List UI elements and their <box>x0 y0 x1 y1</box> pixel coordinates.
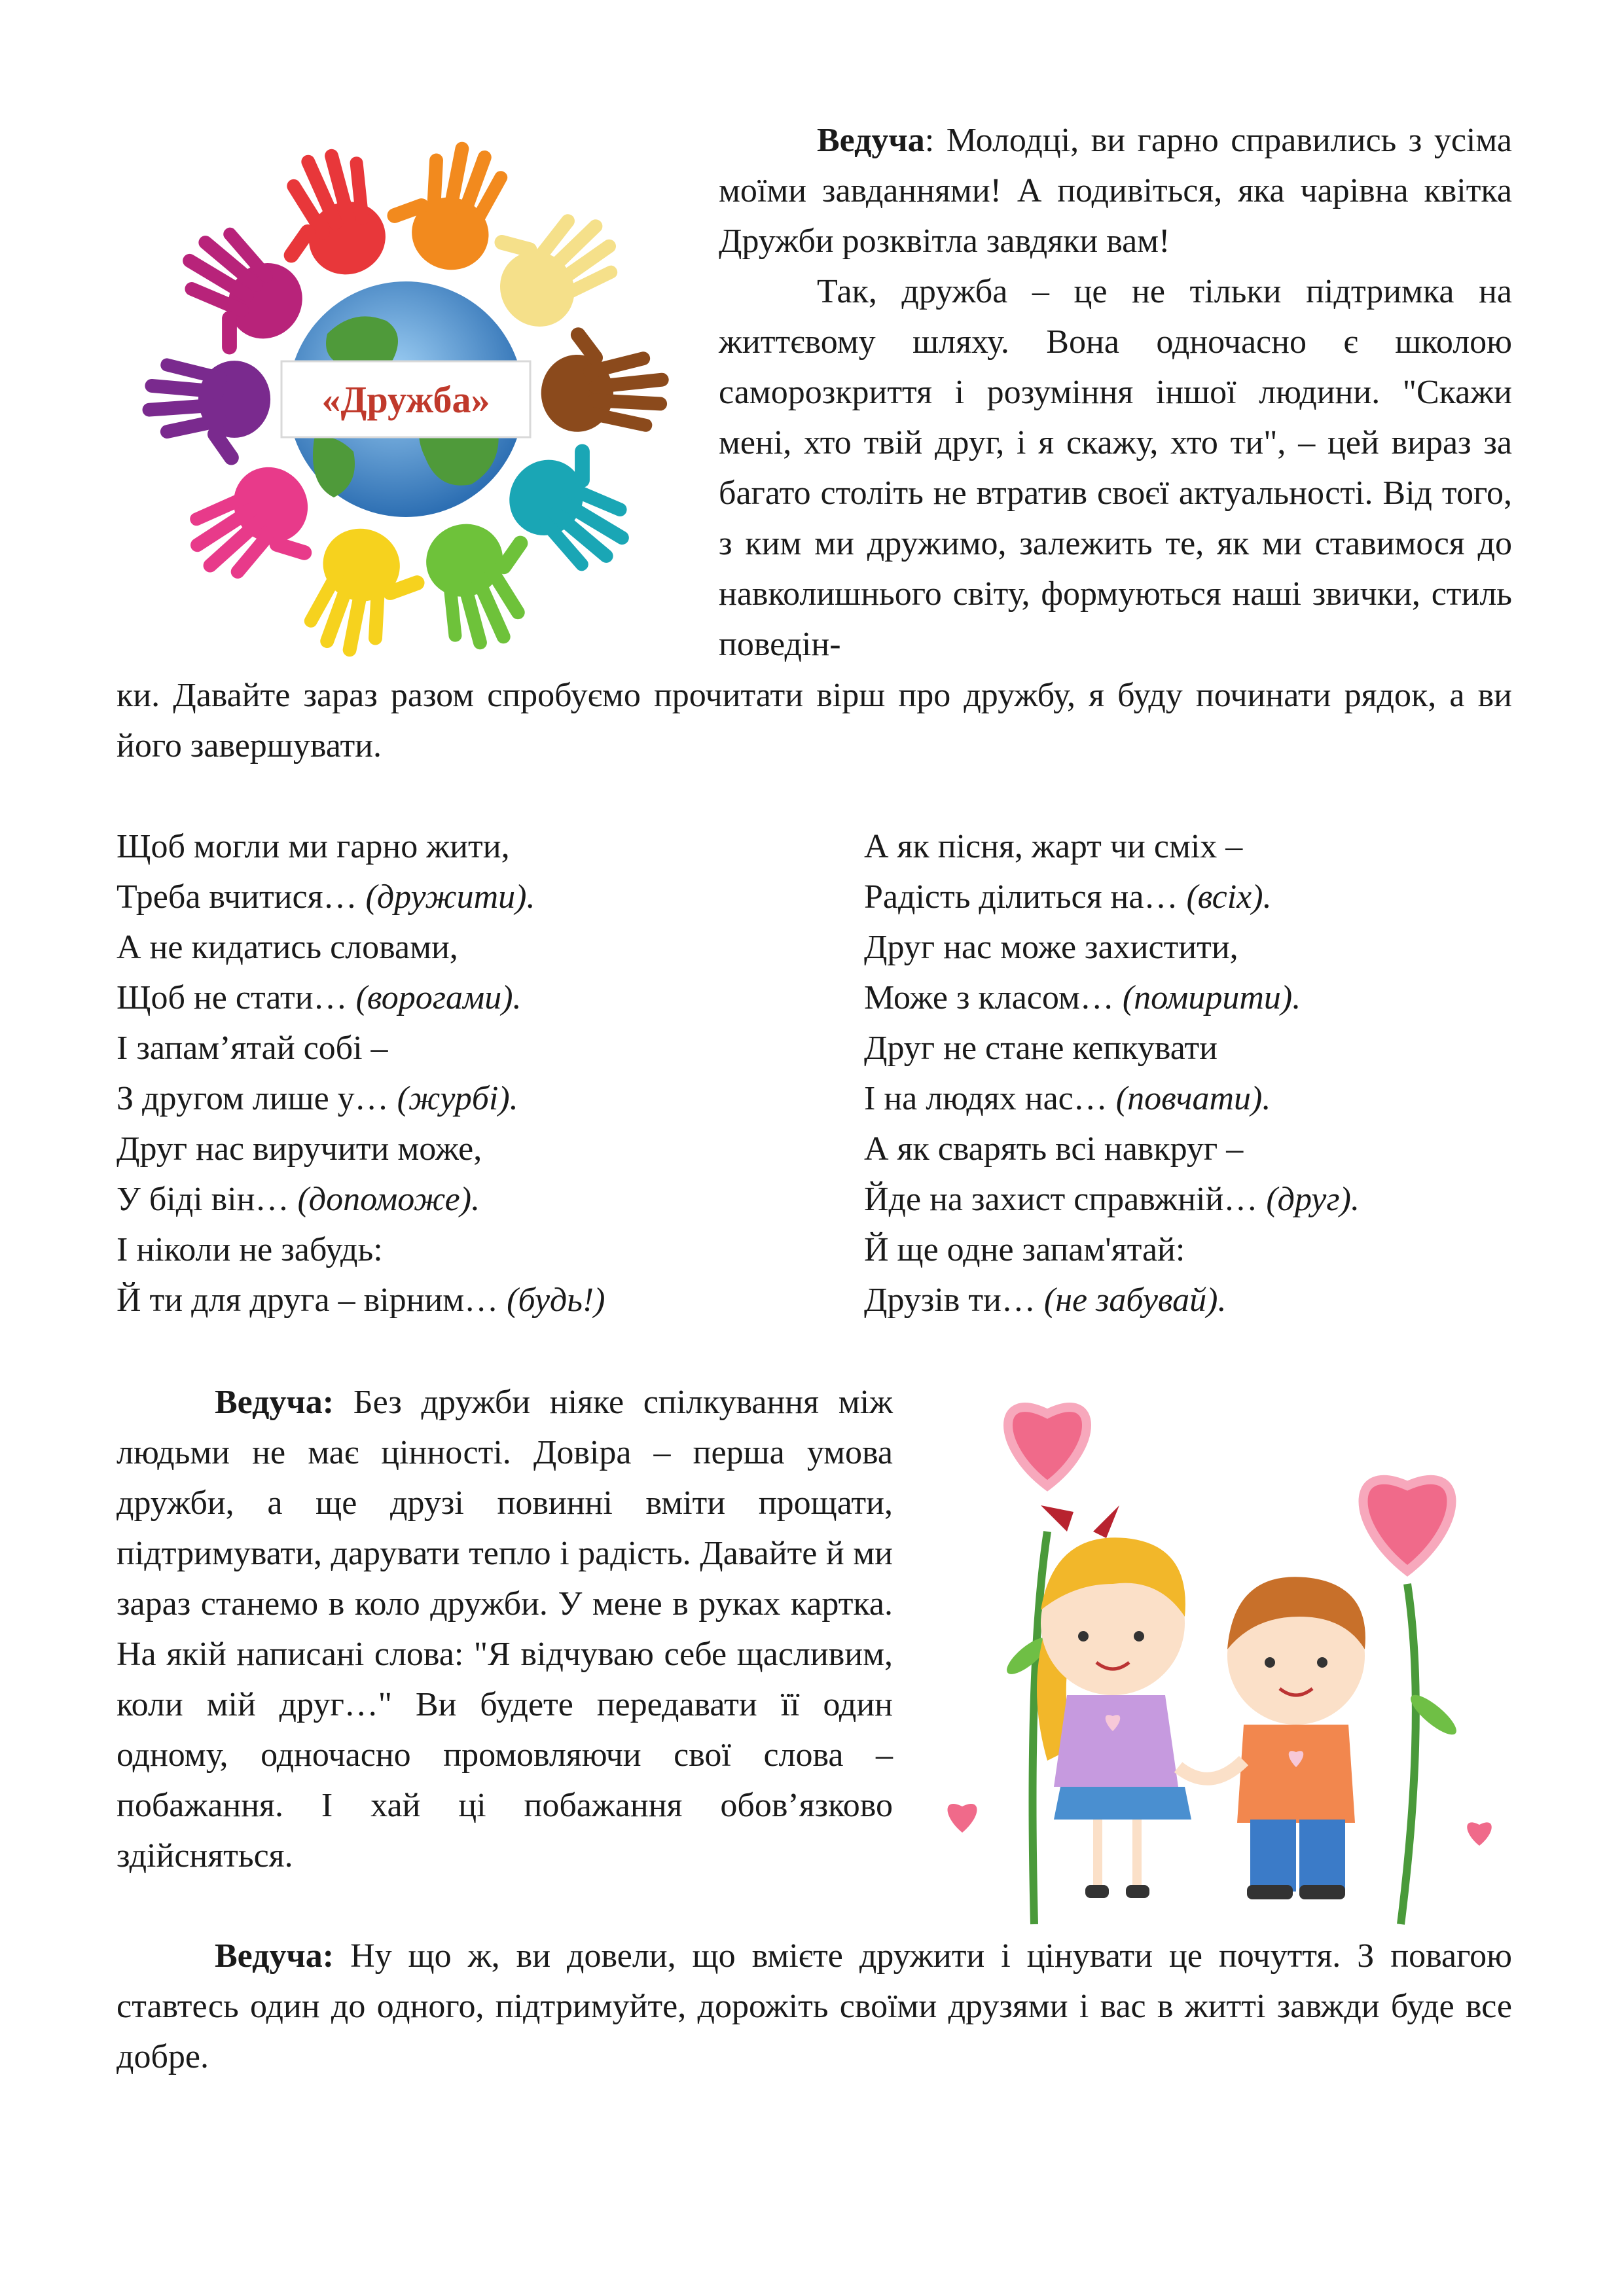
hand-brown-icon <box>539 321 671 437</box>
intro-continuation <box>117 670 1512 771</box>
poem-line: Щоб могли ми гарно жити, <box>117 828 510 865</box>
logo-label: «Дружба» <box>321 378 490 421</box>
closing-text: Ну що ж, ви довели, що вмієте дружити і цінувати це почуття. З повагою ставтесь один до одного, підтримуйте, дорожіть своїми друзями і вас в житті завжди буде все добре. <box>117 1937 1513 2075</box>
heart-flower-right-icon <box>1363 1480 1462 1924</box>
poem-line: Друг нас виручити може, <box>117 1130 482 1168</box>
poem-line: З другом лише у… (журбі). <box>117 1080 518 1117</box>
poem-line: Друг нас може захистити, <box>864 929 1238 966</box>
boy-figure-icon <box>1178 1577 1365 1899</box>
poem-line: А як сварять всі навкруг – <box>864 1130 1244 1168</box>
closing-paragraph <box>117 1931 1512 2082</box>
speaker-label: Ведуча <box>817 122 925 159</box>
kids-with-hearts-illustration <box>916 1374 1519 1937</box>
poem-line: І ніколи не забудь: <box>117 1231 383 1268</box>
speaker-label: Ведуча: <box>215 1937 334 1975</box>
intro-text-b: Так, дружба – це не тільки підтримка на життєвому шляху. Вона одночасно є школою саморозкриття і розуміння іншої людини. "Скажи мені, хто твій друг, і я скажу, хто ти", – цей вираз за багато століть не втратив своєї актуальності. Від того, з ким ми дружимо, залежить те, як ми ставимося до навколишнього світу, формуються наші звички, стиль поведін- <box>719 273 1512 663</box>
friendship-circle-paragraph <box>117 1377 893 1881</box>
hand-orange-icon <box>374 126 515 279</box>
poem-line: Треба вчитися… (дружити). <box>117 878 535 916</box>
poem-line: Друг не стане кепкувати <box>864 1030 1218 1067</box>
hand-yellow-icon <box>297 519 437 672</box>
poem-line: А не кидатись словами, <box>117 929 458 966</box>
girl-figure-icon <box>1037 1505 1191 1898</box>
hand-magenta-icon <box>151 213 319 378</box>
intro-text-a: Молодці, ви гарно справились з усіма моїми завданнями! А подивіться, яка чарівна квітка Дружби розквітла завдяки вам! <box>719 122 1512 260</box>
poem-line: У біді він… (допоможе). <box>117 1181 480 1218</box>
friendship-hands-illustration <box>118 124 694 674</box>
poem-line: Й ще одне запам'ятай: <box>864 1231 1185 1268</box>
hand-purple-icon <box>142 357 270 468</box>
poem-line: Й ти для друга – вірним… (будь!) <box>117 1282 605 1319</box>
poem-line: Радість ділиться на… (всіх). <box>864 878 1272 916</box>
poem-line: І запам’ятай собі – <box>117 1030 388 1067</box>
speaker-label: Ведуча: <box>215 1384 334 1421</box>
poem-right-column <box>864 821 1360 1325</box>
poem-left-column <box>117 821 605 1325</box>
poem-line: Щоб не стати… (ворогами). <box>117 979 522 1016</box>
intro-text-c: ки. Давайте зараз разом спробуємо прочитати вірш про дружбу, я буду починати рядок, а ви його завершувати. <box>117 677 1512 764</box>
poem-line: Може з класом… (помирити). <box>864 979 1301 1016</box>
poem-line: І на людях нас… (повчати). <box>864 1080 1271 1117</box>
poem-line: Йде на захист справжній… (друг). <box>864 1181 1360 1218</box>
poem-line: Друзів ти… (не забувай). <box>864 1282 1227 1319</box>
poem-line: А як пісня, жарт чи сміх – <box>864 828 1243 865</box>
hand-teal-icon <box>492 421 661 586</box>
intro-paragraph: Ведуча: Молодці, ви гарно справились з усіма моїми завданнями! А подивіться, яка чарівна квітка Дружби розквітла завдяки вам! Так, дружба – це не тільки підтримка на життєвому шляху. Вона одночасно є школою саморозкриття і розуміння іншої людини. "Скажи мені, хто твій друг, і я скажу, хто ти", – цей вираз за багато століть не втратив своєї актуальності. Від того, з ким ми дружимо, залежить те, як ми ставимося до навколишнього світу, формуються наші звички, стиль поведін- <box>719 122 1512 663</box>
friendship-circle-text: Без дружби ніяке спілкування між людьми не має цінності. Довіра – перша умова дружби, а ще друзі повинні вміти прощати, підтримувати, дарувати тепло і радість. Давайте й ми зараз станемо в коло дружби. У мене в руках картка. На якій написані слова: "Я відчуваю себе щасливим, коли мій друг…" Ви будете передавати її один одному, одночасно промовляючи свої слова – побажання. І хай ці побажання обов’язково здійсняться. <box>117 1384 893 1874</box>
